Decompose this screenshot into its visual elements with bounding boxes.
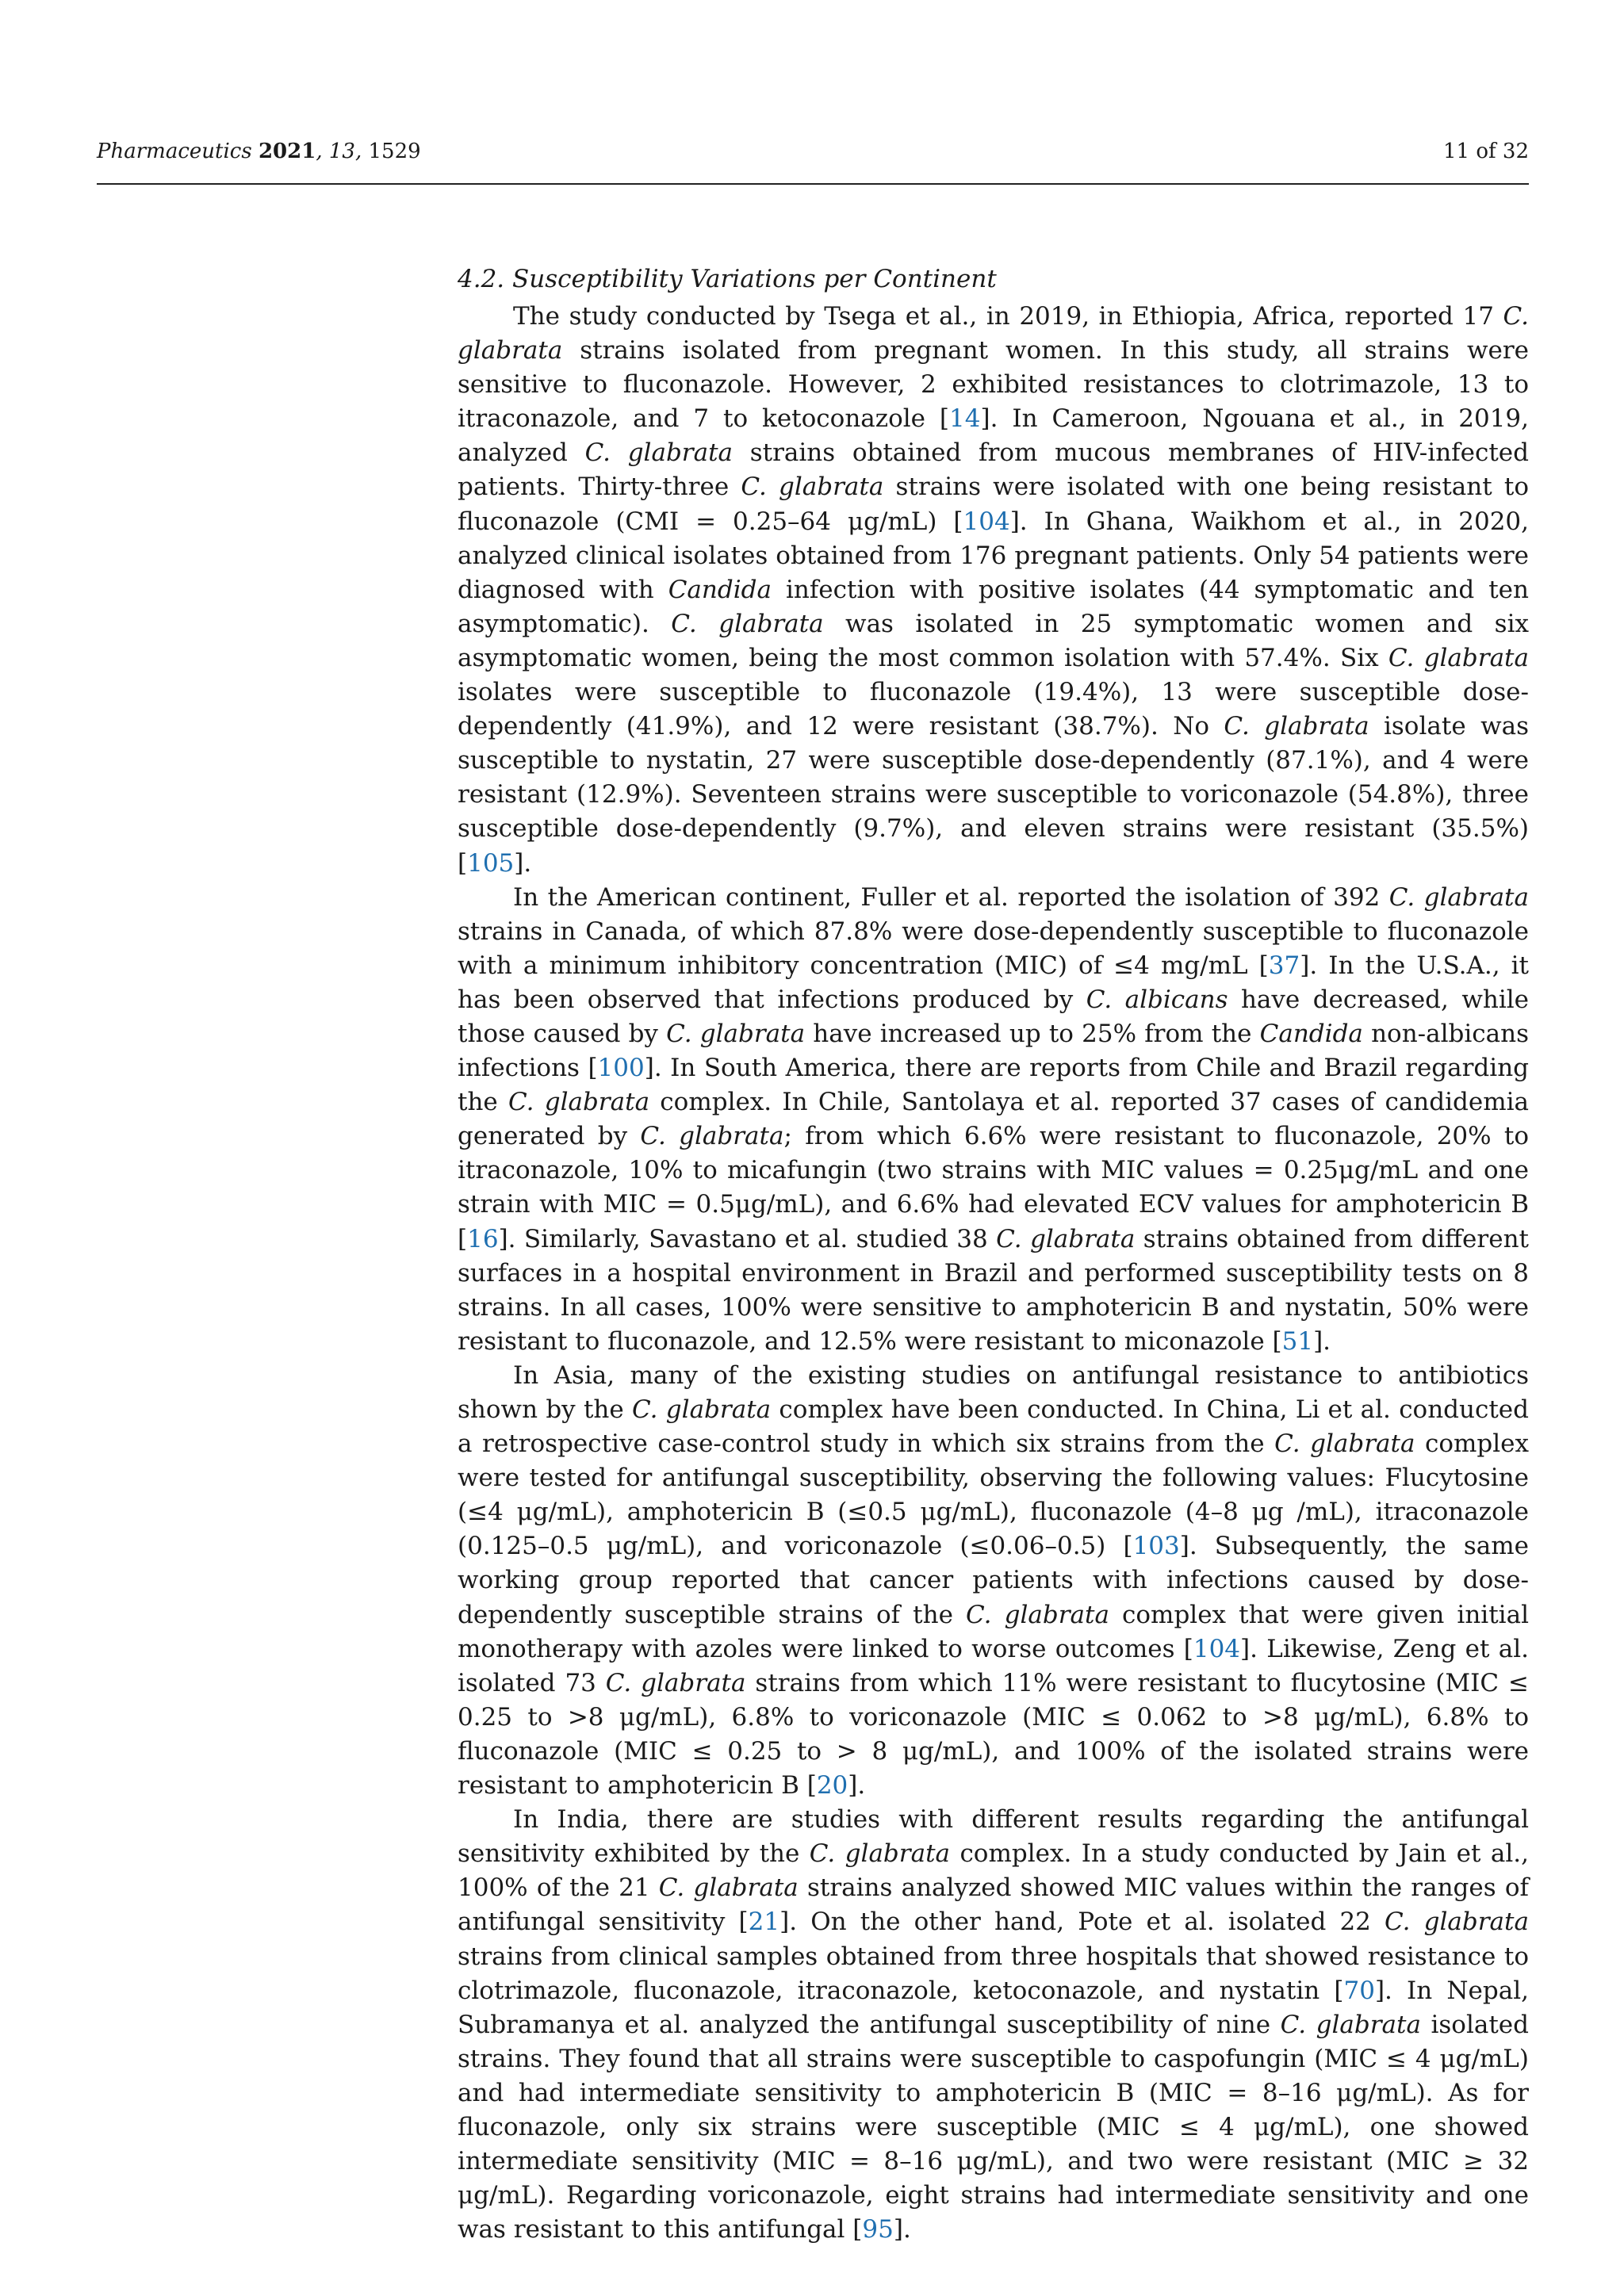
section-title: 4.2. Susceptibility Variations per Continent (458, 265, 997, 293)
text-run: complex. In a study conducted by Jain et al., 100% of the 21 (458, 1839, 1529, 1903)
species-name: C. glabrata (584, 438, 733, 468)
header-rule (97, 183, 1529, 185)
species-name: C. glabrata (458, 302, 1529, 365)
species-name: C. glabrata (1388, 882, 1529, 912)
species-name: C. glabrata (1274, 1429, 1415, 1459)
text-run: ]. Subsequently, the same working group reported that cancer patients with infections caused by dose-dependently susceptible strains of the (458, 1532, 1529, 1629)
species-name: C. glabrata (508, 1088, 650, 1117)
species-name: Candida (1259, 1019, 1363, 1048)
page-header (97, 140, 1529, 184)
journal-citation: Pharmaceutics 2021, 13, 1529 (97, 140, 421, 163)
species-name: C. glabrata (666, 1019, 806, 1048)
citation-link[interactable]: 21 (748, 1908, 780, 1937)
journal-name: Pharmaceutics (97, 140, 252, 163)
text-run: isolated strains. They found that all strains were susceptible to caspofungin (MIC ≤ 4 μg/mL) and had intermediate sensitivity to amphotericin B (MIC = 8–16 μg/mL). As for fluconazole, only six strains were susceptible (MIC ≤ 4 μg/mL), one showed intermediate sensitivity (MIC = 8–16 μg/mL), and two were resistant (MIC ≥ 32 μg/mL). Regarding voriconazole, eight strains had intermediate sensitivity and one was resistant to this antifungal [ (458, 2010, 1529, 2244)
citation-link[interactable]: 104 (963, 507, 1010, 536)
text-run: strains in Canada, of which 87.8% were dose-dependently susceptible to fluconazole with a minimum inhibitory concentration (MIC) of ≤4 mg/mL [ (458, 916, 1529, 980)
citation-link[interactable]: 14 (949, 404, 981, 434)
paragraph-africa (458, 300, 1529, 881)
text-run: ]. On the other hand, Pote et al. isolated 22 (779, 1908, 1385, 1937)
text-run: strains obtained from mucous membranes of HIV-infected patients. Thirty-three (458, 438, 1529, 502)
text-run: complex were tested for antifungal susceptibility, observing the following values: Flucytosine (≤4 μg/mL), amphotericin B (≤0.5 μg/mL), fluconazole (4–8 μg /mL), itraconazole (0.125–0.5 μg/mL), and voriconazole (≤0.06–0.5) [ (458, 1429, 1529, 1561)
species-name: Candida (668, 575, 772, 604)
paragraph-asia (458, 1359, 1529, 1803)
species-name: C. glabrata (671, 609, 824, 638)
journal-year: 2021 (258, 140, 316, 163)
text-run: ]. In Nepal, Subramanya et al. analyzed the antifungal susceptibility of nine (458, 1976, 1529, 2039)
species-name: C. glabrata (809, 1839, 951, 1869)
species-name: C. glabrata (1224, 712, 1369, 741)
text-run: non-albicans infections [ (458, 1019, 1530, 1083)
text-run: have decreased, while those caused by (458, 985, 1529, 1048)
citation-link[interactable]: 20 (816, 1771, 848, 1800)
text-run: ]. (893, 2215, 911, 2244)
citation-link[interactable]: 95 (862, 2215, 894, 2244)
text-run: ; from which 6.6% were resistant to fluconazole, 20% to itraconazole, 10% to micafungin (two strains with MIC values = 0.25μg/mL and one strain with MIC = 0.5μg/mL), and 6.6% had elevated ECV values for amphotericin B [ (458, 1122, 1530, 1253)
species-name: C. glabrata (966, 1600, 1109, 1629)
text-run: The study conducted by Tsega et al., in 2019, in Ethiopia, Africa, reported 17 (513, 302, 1503, 331)
text-run: strains from which 11% were resistant to flucytosine (MIC ≤ 0.25 to >8 μg/mL), 6.8% to voriconazole (MIC ≤ 0.062 to >8 μg/mL), 6.8% to fluconazole (MIC ≤ 0.25 to > 8 μg/mL), and 100% of the isolated strains were resistant to amphotericin B [ (458, 1668, 1529, 1800)
species-name: C. glabrata (741, 473, 884, 502)
citation-link[interactable]: 16 (467, 1224, 499, 1253)
species-name: C. glabrata (1388, 643, 1529, 672)
species-name: C. glabrata (1385, 1908, 1529, 1937)
text-run: complex have been conducted. In China, Li et al. conducted a retrospective case-control study in which six strains from the (458, 1395, 1529, 1459)
text-run: have increased up to 25% from the (805, 1019, 1260, 1048)
text-run: ]. In Ghana, Waikhom et al., in 2020, analyzed clinical isolates obtained from 176 pregnant patients. Only 54 patients were diagnosed with (458, 507, 1529, 604)
text-run: ]. Likewise, Zeng et al. isolated 73 (458, 1634, 1529, 1697)
text-run: In India, there are studies with different results regarding the antifungal sensitivity exhibited by the (458, 1805, 1529, 1869)
text-run: ]. (848, 1771, 866, 1800)
text-run: strains were isolated with one being resistant to fluconazole (CMI = 0.25–64 μg/mL) [ (458, 473, 1529, 536)
text-run: was isolated in 25 symptomatic women and six asymptomatic women, being the most common isolation with 57.4%. Six (458, 609, 1529, 672)
citation-link[interactable]: 104 (1193, 1634, 1241, 1663)
journal-article: 1529 (368, 140, 421, 163)
species-name: C. glabrata (632, 1395, 772, 1424)
citation-link[interactable]: 105 (467, 848, 515, 878)
text-run: strains analyzed showed MIC values within the ranges of antifungal sensitivity [ (458, 1873, 1529, 1937)
text-run: isolate was susceptible to nystatin, 27 were susceptible dose-dependently (87.1%), and 4 were resistant (12.9%). Seventeen strains were susceptible to voriconazole (54.8%), three susceptible dose-dependently (9.7%), and eleven strains were resistant (35.5%) [ (458, 712, 1529, 878)
text-run: strains obtained from different surfaces in a hospital environment in Brazil and performed susceptibility tests on 8 strains. In all cases, 100% were sensitive to amphotericin B and nystatin, 50% were resistant to fluconazole, and 12.5% were resistant to miconazole [ (458, 1224, 1529, 1356)
text-run: ]. Similarly, Savastano et al. studied 38 (498, 1224, 997, 1253)
text-run: In Asia, many of the existing studies on antifungal resistance to antibiotics shown by the (458, 1360, 1529, 1424)
text-run: strains from clinical samples obtained from three hospitals that showed resistance to clotrimazole, fluconazole, itraconazole, ketoconazole, and nystatin [ (458, 1942, 1529, 2005)
text-run: In the American continent, Fuller et al. reported the isolation of 392 (513, 882, 1389, 912)
species-name: C. glabrata (640, 1122, 784, 1151)
species-name: C. glabrata (1280, 2010, 1421, 2039)
page-number: 11 of 32 (1443, 140, 1529, 163)
text-run: ]. In the U.S.A., it has been observed that infections produced by (458, 951, 1529, 1014)
species-name: C. glabrata (658, 1873, 799, 1903)
text-run: strains isolated from pregnant women. In this study, all strains were sensitive to fluconazole. However, 2 exhibited resistances to clotrimazole, 13 to itraconazole, and 7 to ketoconazole [ (458, 336, 1529, 434)
text-run: complex that were given initial monotherapy with azoles were linked to worse outcomes [ (458, 1600, 1529, 1663)
text-run: ]. (514, 848, 532, 878)
citation-link[interactable]: 51 (1281, 1326, 1314, 1356)
species-name: C. glabrata (996, 1224, 1136, 1253)
paragraph-india-nepal (458, 1803, 1529, 2247)
text-run: ]. (1313, 1326, 1331, 1356)
text-run: infection with positive isolates (44 symptomatic and ten asymptomatic). (458, 575, 1529, 638)
species-name: C. albicans (1086, 985, 1228, 1014)
journal-volume: 13 (328, 140, 355, 163)
species-name: C. glabrata (605, 1668, 746, 1697)
paragraph-america (458, 881, 1529, 1359)
citation-link[interactable]: 103 (1132, 1532, 1180, 1561)
citation-link[interactable]: 37 (1268, 951, 1300, 980)
section-body (458, 265, 1529, 2247)
citation-link[interactable]: 70 (1343, 1976, 1375, 2005)
text-run: isolates were susceptible to fluconazole (19.4%), 13 were susceptible dose-dependently (41.9%), and 12 were resistant (38.7%). No (458, 678, 1529, 741)
citation-link[interactable]: 100 (597, 1054, 645, 1083)
text-run: ]. In Cameroon, Ngouana et al., in 2019, analyzed (458, 404, 1529, 468)
text-run: ]. In South America, there are reports from Chile and Brazil regarding the (458, 1054, 1529, 1117)
text-run: complex. In Chile, Santolaya et al. reported 37 cases of candidemia generated by (458, 1088, 1530, 1151)
